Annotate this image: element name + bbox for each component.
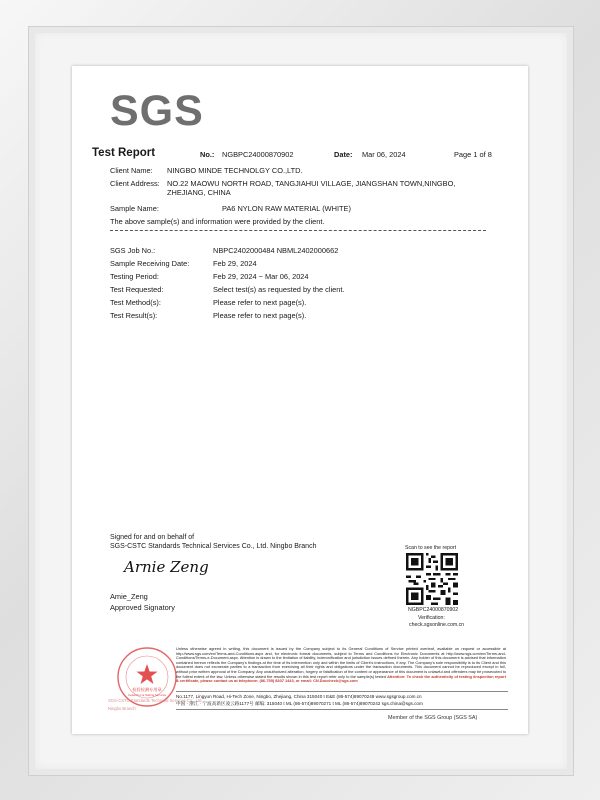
job-no-value: NBPC2402000484 NBML2402000662 bbox=[213, 246, 339, 255]
qr-code[interactable] bbox=[406, 553, 458, 605]
job-no-label: SGS Job No.: bbox=[110, 246, 156, 255]
divider bbox=[110, 230, 486, 231]
sgs-logo: SGS bbox=[110, 87, 204, 135]
client-address-line2: ZHEJIANG, CHINA bbox=[167, 188, 231, 197]
address-english: No.1177, Lingyun Road, Hi-Tech Zone, Ningbo, Zhejiang, China 315040 t E&E (86-574)89070249 www.sgsgroup.com.cn bbox=[176, 694, 422, 699]
signed-on-behalf: Signed for and on behalf of bbox=[110, 534, 195, 541]
client-name: NINGBO MINDE TECHNOLGY CO.,LTD. bbox=[167, 166, 303, 175]
client-name-label: Client Name: bbox=[110, 166, 153, 175]
report-title: Test Report bbox=[92, 147, 156, 159]
stamp-center-line1: 检验检测专用章 bbox=[132, 687, 162, 692]
handwritten-signature: Arnie Zeng bbox=[124, 558, 209, 576]
client-address-label: Client Address: bbox=[110, 179, 160, 188]
sample-note: The above sample(s) and information were provided by the client. bbox=[110, 217, 325, 226]
report-date: Mar 06, 2024 bbox=[362, 150, 406, 159]
test-requested-label: Test Requested: bbox=[110, 285, 164, 294]
receiving-date-label: Sample Receiving Date: bbox=[110, 259, 190, 268]
stamp-ring-text: SGS-CSTC Standards Technical Services Co., Ltd. bbox=[108, 698, 203, 703]
signer-role: Approved Signatory bbox=[110, 603, 175, 612]
terms-disclaimer bbox=[176, 647, 506, 684]
stamp-center-line2: Inspection & Testing Services bbox=[128, 694, 166, 697]
verification-label: Verification: bbox=[418, 615, 445, 621]
qr-caption: Scan to see the report bbox=[405, 545, 457, 551]
test-requested-value: Select test(s) as requested by the client. bbox=[213, 285, 345, 294]
signing-company: SGS-CSTC Standards Technical Services Co., Ltd. Ningbo Branch bbox=[110, 543, 317, 550]
document-page bbox=[72, 66, 528, 734]
page-indicator: Page 1 of 8 bbox=[454, 150, 492, 159]
test-result-label: Test Result(s): bbox=[110, 311, 158, 320]
sample-name: PA6 NYLON RAW MATERIAL (WHITE) bbox=[222, 204, 351, 213]
attention-note: Attention: To check the authenticity of testing /inspection report & certificate, please contact us at telephone: (86-755) 8307 1443, or email: CN.Doccheck@sgs.com bbox=[176, 673, 506, 684]
test-method-value: Please refer to next page(s). bbox=[213, 298, 307, 307]
footer-divider-top bbox=[176, 691, 508, 692]
footer-divider-bottom bbox=[176, 709, 508, 710]
testing-period-label: Testing Period: bbox=[110, 272, 159, 281]
signer-name: Amie_Zeng bbox=[110, 592, 148, 601]
address-chinese: 中国 · 浙江 · 宁波高新区凌云路1177号 邮编: 315040 t ML (86-574)89070271 t ML (86-574)89070242 sgs.china@sgs.com bbox=[176, 701, 423, 706]
report-number: NGBPC24000870902 bbox=[222, 150, 294, 159]
receiving-date-value: Feb 29, 2024 bbox=[213, 259, 257, 268]
test-result-value: Please refer to next page(s). bbox=[213, 311, 307, 320]
disclaimer-text: Unless otherwise agreed in writing, this document is issued by the Company subject to its General Conditions of Service printed overleaf, available on request or accessible at http://www.sgs.com/en/Terms-and-Conditions.aspx and, for electronic format documents, subject to Terms and Conditions for Electronic Documents at http://www.sgs.com/en/Terms-and-Conditions/Terms-e-Document.aspx. Attention is drawn to the limitation of liability, indemnification and jurisdiction issues defined therein. Any holder of this document is advised that information contained hereon reflects the Company's findings at the time of its intervention only and within the limits of Client's instructions, if any. The Company's sole responsibility is to its Client and this document does not exonerate parties to a transaction from exercising all their rights and obligations under the transaction documents. This document cannot be reproduced except in full, without prior written approval of the Company. Any unauthorized alteration, forgery or falsification of the content or appearance of this document is unlawful and offenders may be prosecuted to the fullest extent of the law. Unless otherwise stated the results shown in this test report refer only to the sample(s) tested bbox=[176, 646, 506, 679]
stamp-bottom-text: Ningbo Branch bbox=[108, 706, 136, 711]
report-date-label: Date: bbox=[334, 150, 353, 159]
test-method-label: Test Method(s): bbox=[110, 298, 161, 307]
client-address-line1: NO.22 MAOWU NORTH ROAD, TANGJIAHUI VILLAGE, JIANGSHAN TOWN,NINGBO, bbox=[167, 179, 456, 188]
testing-period-value: Feb 29, 2024 ~ Mar 06, 2024 bbox=[213, 272, 309, 281]
report-number-label: No.: bbox=[200, 150, 215, 159]
qr-code-number: NGBPC24000870902 bbox=[408, 607, 459, 613]
sgs-group-membership: Member of the SGS Group (SGS SA) bbox=[388, 715, 478, 721]
stamp-star-icon bbox=[137, 664, 158, 684]
verification-url[interactable]: check.sgsonline.com.cn bbox=[409, 622, 465, 628]
sample-name-label: Sample Name: bbox=[110, 204, 159, 213]
